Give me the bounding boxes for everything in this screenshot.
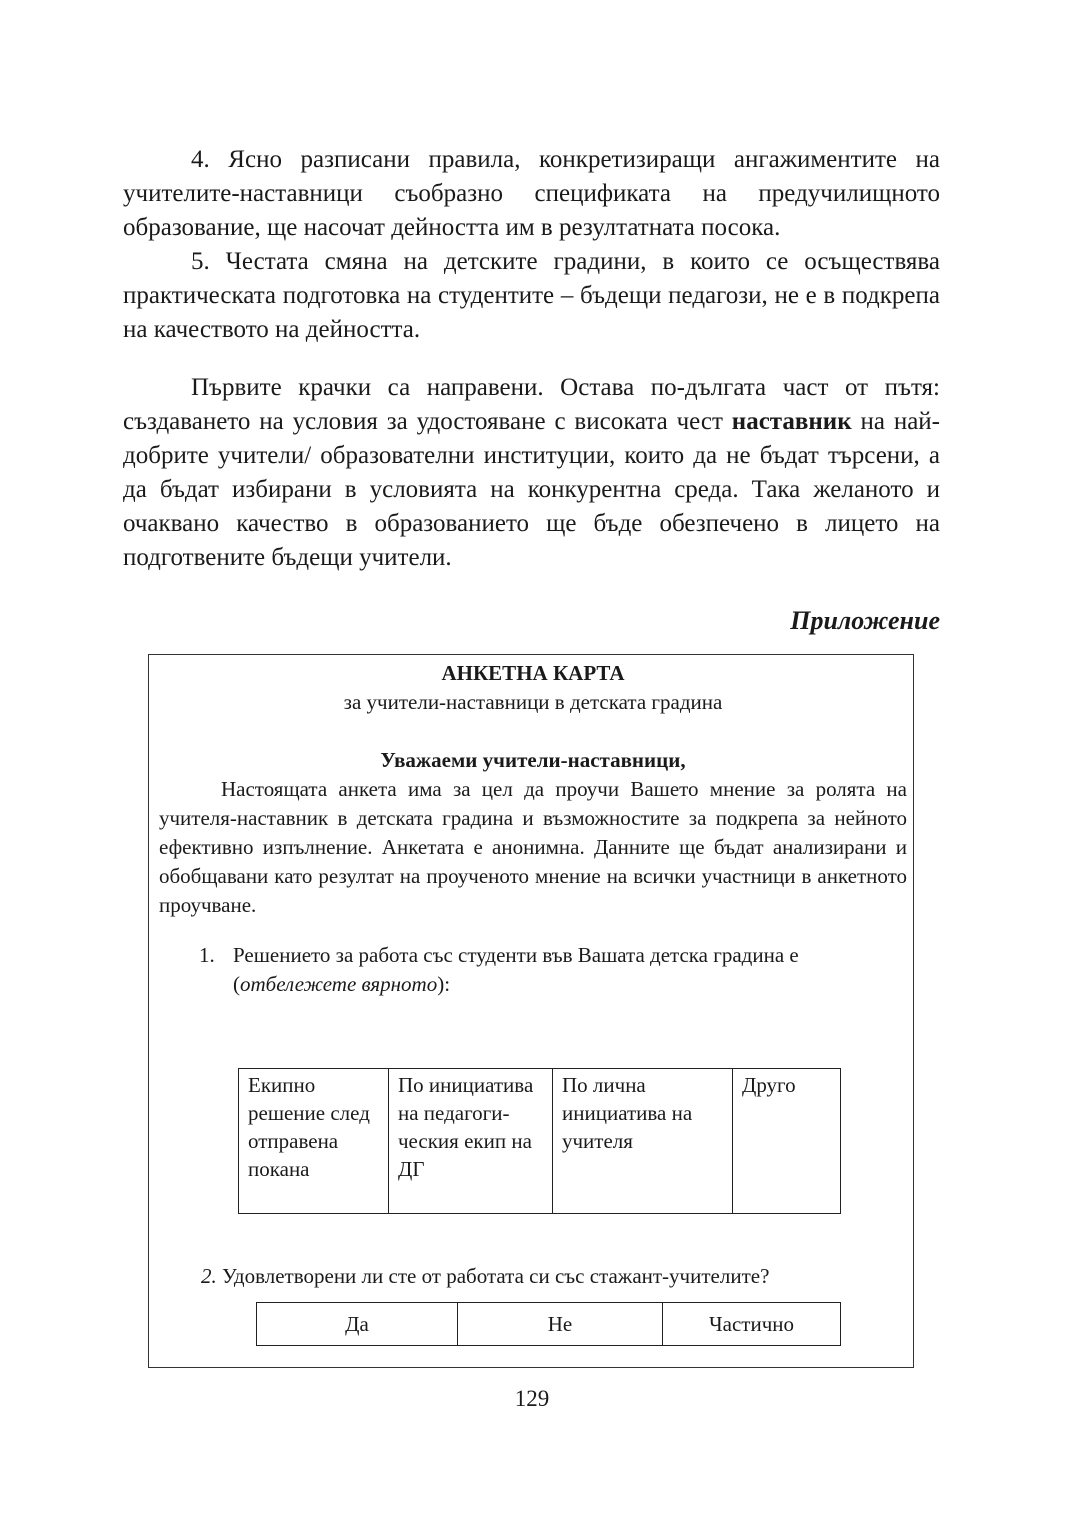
question-2-number: 2. — [201, 1264, 217, 1288]
option-yes[interactable]: Да — [257, 1303, 458, 1346]
question-1-options-table — [238, 1068, 841, 1214]
paragraph-4: 4. Ясно разписани правила, конкретизиращи ангажиментите на учителите-наставници съобразно спецификата на предучилищното образование, ще насочат дейността им в резултатната посока. — [123, 146, 940, 241]
question-1-text: Решението за работа със студенти във Вашата детска градина е ( — [233, 943, 799, 996]
conclusion-bold-term: наставник — [731, 408, 852, 435]
survey-greeting: Уважаеми учители-наставници, — [380, 748, 686, 772]
conclusion-text-1: Първите крачки са направени. Остава по-дългата част от пътя: създаването на условия за удостояване с високата чест — [123, 374, 940, 435]
survey-title: АНКЕТНА КАРТА — [441, 661, 625, 685]
survey-card — [148, 654, 914, 1368]
conclusion-text-2: на най-добрите учители/ образователни институции, които да не бъдат търсени, а да бъдат избирани в условията на конкурентна среда. Така желаното и очаквано качество в образованието ще бъде обезпечено в лицето на подготвените бъдещи учители. — [123, 408, 940, 571]
question-2-options-table — [256, 1302, 841, 1346]
option-team-decision[interactable]: Екипно решение след отправена покана — [239, 1069, 389, 1214]
paragraph-5: 5. Честата смяна на детските градини, в които се осъществява практическата подготовка на студентите – бъдещи педагози, не е в подкрепа на качеството на дейността. — [123, 248, 940, 343]
survey-header — [159, 659, 907, 920]
question-1-text-end: ): — [437, 972, 451, 996]
conclusion-paragraph — [123, 371, 940, 575]
option-no[interactable]: Не — [458, 1303, 663, 1346]
option-other[interactable]: Друго — [733, 1069, 841, 1214]
option-personal-initiative[interactable]: По лична инициатива на учителя — [553, 1069, 733, 1214]
page-number: 129 — [514, 1386, 550, 1411]
question-1 — [199, 941, 911, 999]
question-2 — [201, 1262, 911, 1291]
option-team-initiative[interactable]: По инициатива на педагоги-ческия екип на ДГ — [389, 1069, 553, 1214]
table-row — [257, 1303, 841, 1346]
table-row — [239, 1069, 841, 1214]
question-1-hint: отбележете вярното — [240, 972, 438, 996]
question-1-number: 1. — [199, 943, 215, 967]
question-2-text: Удовлетворени ли сте от работата си със стажант-учителите? — [222, 1264, 770, 1288]
option-partially[interactable]: Частично — [663, 1303, 841, 1346]
body-text — [123, 143, 940, 575]
survey-subtitle: за учители-наставници в детската градина — [343, 690, 723, 714]
appendix-label: Приложение — [790, 606, 940, 635]
survey-intro: Настоящата анкета има за цел да проучи Вашето мнение за ролята на учителя-наставник в детската градина и възможностите за подкрепа за нейното ефективно изпълнение. Анкетата е анонимна. Данните ще бъдат анализирани и обобщавани като резултат на проученото мнение на всички участници в анкетното проучване. — [159, 777, 907, 917]
